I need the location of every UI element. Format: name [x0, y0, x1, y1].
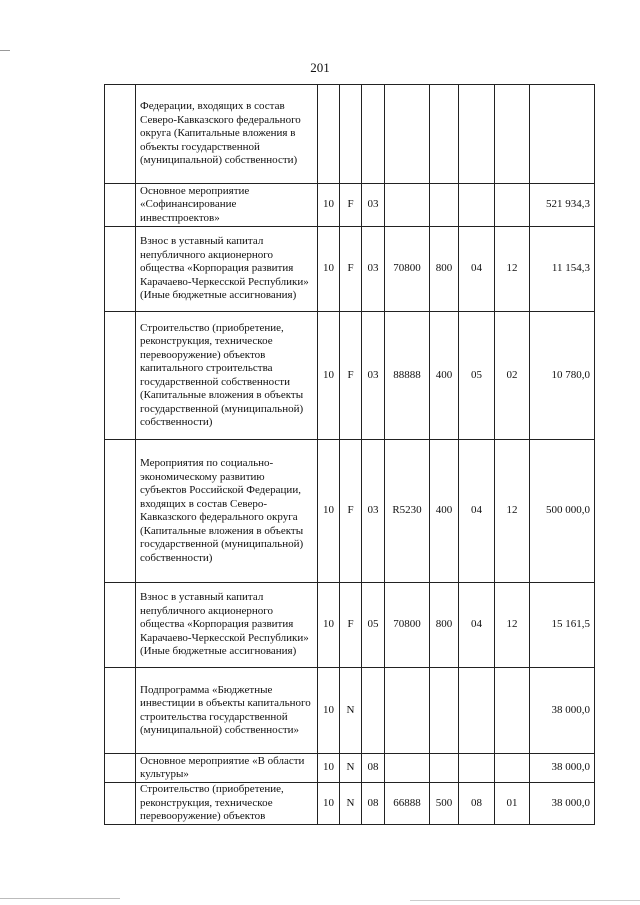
code-cell — [385, 754, 430, 783]
code-cell — [430, 85, 459, 184]
code-cell: 12 — [495, 583, 530, 668]
row-name: Основное мероприятие «В области культуры» — [136, 754, 318, 783]
blank-cell — [105, 184, 136, 227]
table-row — [105, 668, 595, 754]
code-cell — [430, 754, 459, 783]
code-cell: 10 — [318, 312, 340, 440]
code-cell: 08 — [459, 783, 495, 825]
code-cell — [340, 85, 362, 184]
code-cell: F — [340, 440, 362, 583]
code-cell: 08 — [362, 754, 385, 783]
code-cell: 10 — [318, 227, 340, 312]
code-cell: 01 — [495, 783, 530, 825]
blank-cell — [105, 583, 136, 668]
table-row — [105, 227, 595, 312]
code-cell: 12 — [495, 227, 530, 312]
sum-cell: 15 161,5 — [530, 583, 595, 668]
blank-cell — [105, 227, 136, 312]
code-cell — [495, 754, 530, 783]
code-cell: 03 — [362, 184, 385, 227]
code-cell: 10 — [318, 583, 340, 668]
code-cell: N — [340, 668, 362, 754]
code-cell — [459, 668, 495, 754]
code-cell: 05 — [362, 583, 385, 668]
code-cell — [459, 85, 495, 184]
row-name: Подпрограмма «Бюджетные инвестиции в объекты капитального строительства государственной (муниципальной) собственности» — [136, 668, 318, 754]
table-row — [105, 754, 595, 783]
code-cell: 08 — [362, 783, 385, 825]
code-cell: 400 — [430, 312, 459, 440]
code-cell: 04 — [459, 440, 495, 583]
code-cell — [362, 668, 385, 754]
margin-rule — [0, 50, 10, 51]
code-cell: 03 — [362, 312, 385, 440]
code-cell: 10 — [318, 440, 340, 583]
blank-cell — [105, 783, 136, 825]
code-cell: N — [340, 783, 362, 825]
code-cell: 10 — [318, 783, 340, 825]
budget-table — [104, 84, 595, 825]
sum-cell: 500 000,0 — [530, 440, 595, 583]
code-cell — [385, 668, 430, 754]
blank-cell — [105, 312, 136, 440]
blank-cell — [105, 440, 136, 583]
row-name: Основное мероприятие «Софинансирование инвестпроектов» — [136, 184, 318, 227]
sum-cell: 38 000,0 — [530, 754, 595, 783]
code-cell: 10 — [318, 184, 340, 227]
code-cell: 12 — [495, 440, 530, 583]
code-cell — [459, 754, 495, 783]
code-cell: 10 — [318, 668, 340, 754]
code-cell: 02 — [495, 312, 530, 440]
page-number: 201 — [310, 60, 330, 75]
code-cell: R5230 — [385, 440, 430, 583]
code-cell: 88888 — [385, 312, 430, 440]
code-cell — [318, 85, 340, 184]
code-cell — [495, 184, 530, 227]
code-cell: 70800 — [385, 583, 430, 668]
code-cell: 05 — [459, 312, 495, 440]
code-cell: 800 — [430, 227, 459, 312]
scan-edge-line — [0, 898, 120, 899]
table-row — [105, 440, 595, 583]
code-cell: F — [340, 312, 362, 440]
scan-edge-line — [410, 900, 640, 901]
table-row — [105, 583, 595, 668]
code-cell — [495, 85, 530, 184]
code-cell: N — [340, 754, 362, 783]
code-cell: 03 — [362, 440, 385, 583]
blank-cell — [105, 85, 136, 184]
code-cell — [385, 184, 430, 227]
sum-cell: 11 154,3 — [530, 227, 595, 312]
row-name: Взнос в уставный капитал непубличного акционерного общества «Корпорация развития Карачаево-Черкесской Республики» (Иные бюджетные ассигнования) — [136, 583, 318, 668]
sum-cell: 521 934,3 — [530, 184, 595, 227]
code-cell — [385, 85, 430, 184]
code-cell: 66888 — [385, 783, 430, 825]
code-cell: F — [340, 184, 362, 227]
row-name: Строительство (приобретение, реконструкция, техническое перевооружение) объектов — [136, 783, 318, 825]
code-cell: F — [340, 227, 362, 312]
code-cell — [430, 184, 459, 227]
row-name: Строительство (приобретение, реконструкция, техническое перевооружение) объектов капитального строительства государственной собственности (Капитальные вложения в объекты государственной (муниципальной) собственности) — [136, 312, 318, 440]
code-cell: 800 — [430, 583, 459, 668]
code-cell: 400 — [430, 440, 459, 583]
blank-cell — [105, 668, 136, 754]
table-row — [105, 783, 595, 825]
code-cell: 70800 — [385, 227, 430, 312]
row-name: Взнос в уставный капитал непубличного акционерного общества «Корпорация развития Карачаево-Черкесской Республики» (Иные бюджетные ассигнования) — [136, 227, 318, 312]
code-cell — [430, 668, 459, 754]
table-row — [105, 184, 595, 227]
row-name: Мероприятия по социально-экономическому развитию субъектов Российской Федерации, входящих в состав Северо-Кавказского федерального округа (Капитальные вложения в объекты государственной (муниципальной) собственности) — [136, 440, 318, 583]
code-cell — [362, 85, 385, 184]
table-row — [105, 312, 595, 440]
code-cell: F — [340, 583, 362, 668]
code-cell: 10 — [318, 754, 340, 783]
sum-cell: 10 780,0 — [530, 312, 595, 440]
table-row — [105, 85, 595, 184]
code-cell: 03 — [362, 227, 385, 312]
row-name: Федерации, входящих в состав Северо-Кавказского федерального округа (Капитальные вложения в объекты государственной (муниципальной) собственности) — [136, 85, 318, 184]
code-cell: 04 — [459, 227, 495, 312]
blank-cell — [105, 754, 136, 783]
sum-cell — [530, 85, 595, 184]
sum-cell: 38 000,0 — [530, 783, 595, 825]
sum-cell: 38 000,0 — [530, 668, 595, 754]
code-cell — [495, 668, 530, 754]
code-cell: 500 — [430, 783, 459, 825]
code-cell — [459, 184, 495, 227]
code-cell: 04 — [459, 583, 495, 668]
